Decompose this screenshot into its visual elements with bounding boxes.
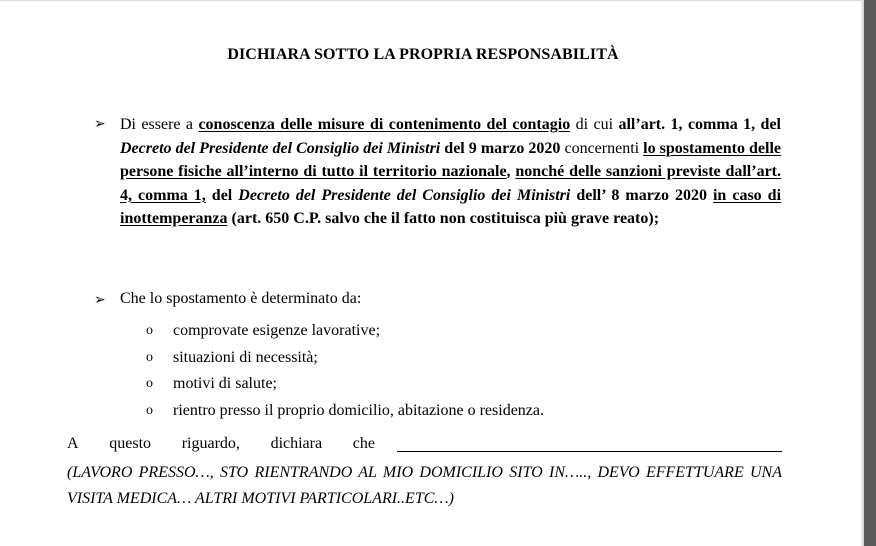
bullet-paragraph-awareness [120,113,781,231]
label-word: dichiara [270,435,323,452]
label-word: riguardo, [181,435,240,452]
circle-bullet-icon: o [146,376,153,391]
circle-bullet-icon: o [146,402,153,418]
text-run: , [506,163,516,181]
arrow-bullet-icon: ➢ [94,293,106,308]
text-run: di cui [570,116,619,133]
list-item-text: rientro presso il proprio domicilio, abitazione o residenza. [173,401,544,419]
list-item-text: motivi di salute; [173,375,277,392]
underlined-bold-run: lo spostamento delle persone fisiche all’interno di tutto il territorio nazionale [120,139,782,181]
circle-bullet-icon: o [146,349,153,365]
bullet-reason-intro: Che lo spostamento è determinato da: [120,290,362,307]
bold-date-run: del 9 marzo 2020 [440,139,561,157]
bold-date-run: dell’ 8 marzo 2020 [570,186,713,204]
underlined-bold-run: nonché delle sanzioni previste dall’art. 4, comma 1, [120,163,782,204]
list-item [146,371,544,398]
list-item [146,398,544,425]
window-right-scroll-area[interactable] [864,0,876,546]
bold-run: all’art. 1, comma 1, del [618,116,781,133]
text-run: concernenti [560,139,644,157]
bold-run: del [205,186,239,204]
text-run: Di essere a [120,116,199,133]
label-word: che [352,435,375,452]
declaration-label [67,434,375,454]
declaration-examples: (LAVORO PRESSO…, STO RIENTRANDO AL MIO DOMICILIO SITO IN….., DEVO EFFETTUARE UNA VISITA MEDICA… ALTRI MOTIVI PARTICOLARI..ETC…) [67,464,782,507]
reason-list [146,318,544,424]
bold-run: (art. 650 C.P. salvo che il fatto non costituisca più grave reato); [227,210,660,228]
declaration-blank-field[interactable] [397,451,782,452]
label-word: A [67,435,79,452]
arrow-bullet-icon: ➢ [94,117,106,132]
underlined-bold-run: conoscenza delle misure di contenimento del contagio [198,116,571,133]
circle-bullet-icon: o [146,323,153,338]
list-item-text: situazioni di necessità; [173,348,318,366]
decree-title-italic: Decreto del Presidente del Consiglio dei Ministri [238,186,571,204]
list-item [146,318,544,345]
list-item-text: comprovate esigenze lavorative; [173,322,381,339]
declaration-line [67,434,782,454]
list-item [146,345,544,372]
declaration-heading: DICHIARA SOTTO LA PROPRIA RESPONSABILITÀ [227,46,619,63]
label-word: questo [109,435,152,452]
underlined-bold-run: in caso di inottemperanza [120,186,782,228]
decree-title-italic: Decreto del Presidente del Consiglio dei Ministri [120,139,441,157]
